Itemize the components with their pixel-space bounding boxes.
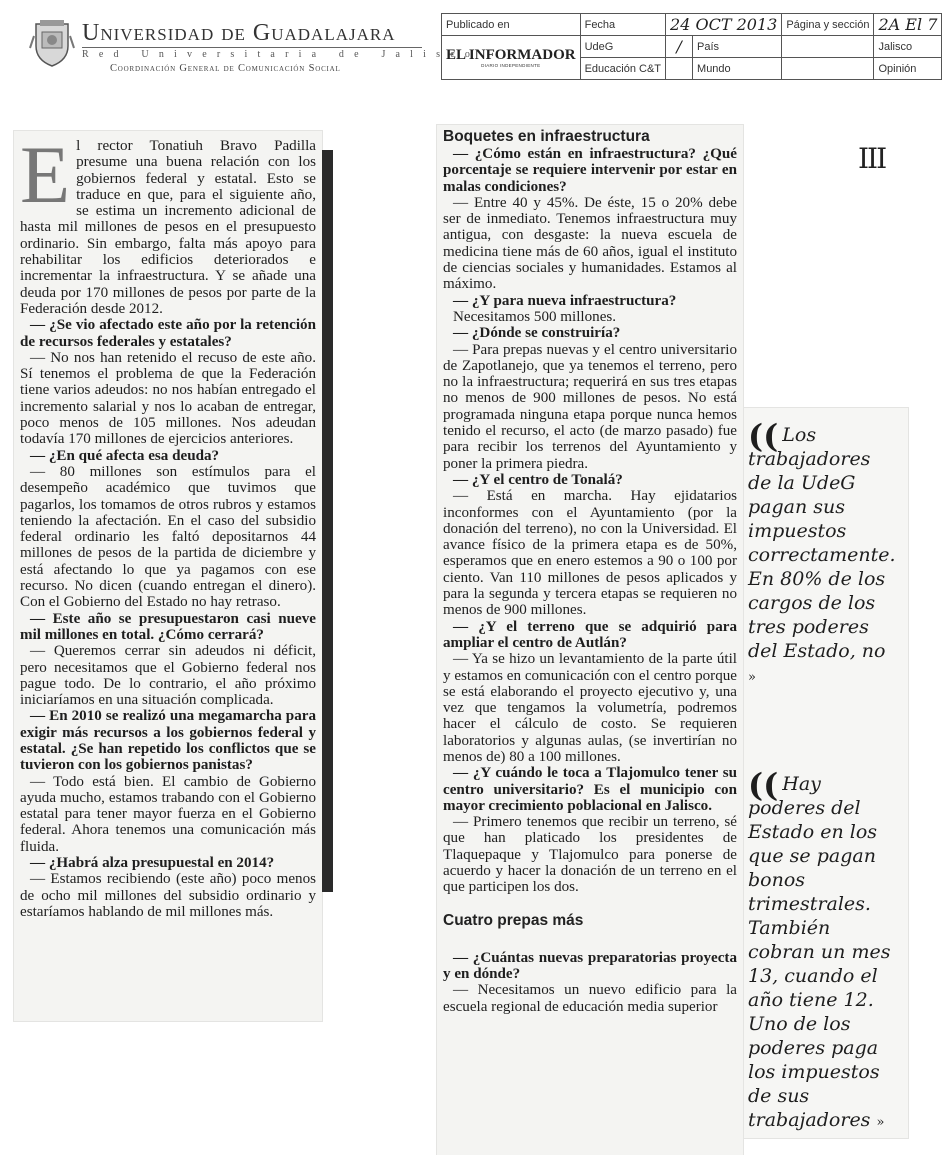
article-paragraph: — No nos han retenido el recuso de este año. Sí tenemos el problema de que la Federación tiene varios adeudos: no nos habían entregado el incremento salarial y nos lo acaban de entregar, poco menos de 105 millones. Nos adeudan todavía 170 millones de ejercicios anteriores. — [20, 349, 316, 448]
open-quote-icon: (( — [748, 417, 779, 455]
cell-udeg: UdeG — [580, 36, 665, 58]
university-crest-logo — [30, 18, 74, 68]
article-paragraph: — Necesitamos un nuevo edificio para la escuela regional de educación media superior — [443, 982, 737, 1015]
subhead-cuatro-prepas: Cuatro prepas más — [443, 911, 584, 929]
interview-question: — ¿Cómo están en infraestructura? ¿Qué porcentaje se requiere intervenir por estar en malas condiciones? — [443, 146, 737, 195]
cell-jalisco: Jalisco — [874, 36, 942, 58]
article-paragraph: — Está en marcha. Hay ejidatarios inconformes con el Ayuntamiento (por la donación del terreno), no con la Universidad. El avance físico de la primera etapa es de 50%, esperamos que en enero estemos a 90 o 100 por ciento. Van 110 millones de pesos aplicados y para la segunda y tercera etapas se requieren no menos de 900 millones. — [443, 488, 737, 619]
middle-block-2 — [443, 950, 737, 1015]
clipping-shadow-edge — [322, 150, 333, 892]
pull-quote-1-text: Los trabajadores de la UdeG pagan sus impuestos correctamente. En 80% de los cargos de los tres poderes del Estado, no — [748, 424, 896, 662]
left-paragraphs — [20, 129, 316, 920]
article-paragraph: — Queremos cerrar sin adeudos ni déficit, pero necesitamos que el Gobierno federal nos pague todo. De lo contrario, el año próximo iniciaríamos en una situación complicada. — [20, 643, 316, 709]
interview-question: — Este año se presupuestaron casi nueve mil millones en total. ¿Cómo cerrará? — [20, 610, 316, 643]
article-paragraph: — 80 millones son estímulos para el desempeño académico que tuvimos que pagarlos, los tomamos de otros rubros y estamos teniendo la afectación. En el caso del subsidio federal ordinario les faltó depositarnos 44 millones de pesos de la partida de diciembre y está afectando lo que ya pagamos con ese recurso. No dicen (cuando entregan el dinero). Con el Gobierno del Estado no hay retraso. — [20, 463, 316, 611]
cell-mundo: Mundo — [693, 58, 782, 80]
label-publicado: Publicado en — [442, 14, 581, 36]
interview-question: — ¿En qué afecta esa deuda? — [30, 447, 220, 464]
interview-question: — ¿Se vio afectado este año por la retención de recursos federales y estatales? — [20, 317, 316, 350]
mark-educacion — [666, 58, 693, 80]
article-paragraph: — Entre 40 y 45%. De éste, 15 o 20% debe ser de inmediato. Tenemos infraestructura muy antigua, con desgaste: la nueva escuela de medicina tiene más de 60 años, igual el instituto de ciencias sociales y humanidades. Estamos al máximo. — [443, 194, 737, 293]
university-network: Red Universitaria de Jalisco — [82, 49, 481, 60]
article-middle-column — [443, 128, 737, 1015]
subhead-infraestructura: Boquetes en infraestructura — [443, 128, 650, 145]
interview-question: — ¿Dónde se construiría? — [453, 325, 621, 342]
fecha-value: 24 OCT 2013 — [666, 14, 782, 36]
mark-pais — [782, 36, 874, 58]
interview-question: — ¿Cuántas nuevas preparatorias proyecta y en dónde? — [443, 949, 737, 982]
cell-opinion: Opinión — [874, 58, 942, 80]
article-paragraph: — Ya se hizo un levantamiento de la parte útil y estamos en comunicación con el centro porque se está elaborando el proyecto ejecutivo y, una vez que tengamos la volumetría, podremos hacer el cálculo de costo. Se requieren laboratorios y algunas aulas, (se invertirían no menos de) 80 a 100 millones. — [443, 651, 737, 765]
page-roman-numeral: III — [858, 142, 886, 175]
coordination-name: Coordinación General de Comunicación Social — [110, 63, 341, 74]
article-paragraph: — Estamos recibiendo (este año) poco menos de ocho mil millones del subsidio ordinario y estaríamos hablando de mil millones más. — [20, 871, 316, 920]
open-quote-icon: (( — [748, 766, 779, 804]
mark-udeg: / — [666, 36, 693, 58]
article-paragraph: — Todo está bien. El cambio de Gobierno ayuda mucho, estamos trabando con el Gobierno estatal para tener mayor fuerza en el Gobierno federal. Ahora tenemos una comunicación más fluida. — [20, 773, 316, 855]
interview-question: — ¿Y el terreno que se adquirió para ampliar el centro de Autlán? — [443, 618, 737, 651]
article-paragraph: — Primero tenemos que recibir un terreno, sé que han platicado los presidentes de Tlaquepaque y Tlajomulco para ponerse de acuerdo y hacer la donación de un terreno en el que participen los dos. — [443, 814, 737, 896]
cell-educacion: Educación C&T — [580, 58, 665, 80]
pull-quote-2-text: Hay poderes del Estado en los que se pagan bonos trimestrales. También cobran un mes 13, cuando el año tiene 12. Uno de los poderes paga los impuestos de sus trabajadores — [748, 773, 891, 1131]
interview-question: — ¿Y para nueva infraestructura? — [453, 292, 677, 309]
interview-question: — ¿Y el centro de Tonalá? — [453, 471, 623, 488]
middle-block-1 — [443, 146, 737, 896]
pull-quote-1 — [748, 417, 898, 690]
article-left-column — [20, 129, 316, 920]
publication-info-table — [441, 13, 942, 80]
label-fecha: Fecha — [580, 14, 665, 36]
interview-question: — ¿Y cuándo le toca a Tlajomulco tener su centro universitario? Es el municipio con mayor crecimiento poblacional en Jalisco. — [443, 765, 737, 814]
article-paragraph: l rector Tonatiuh Bravo Padilla presume una buena relación con los gobiernos federal y estatal. Esto se traduce en que, para el siguiente año, se estima un incremento adicional de hasta mil millones de pesos en el presupuesto ordinario. Sin embargo, falta más apoyo para rehabilitar los edificios deteriorados e incrementar la infraestructura. Y se añade una deuda por 170 millones de pesos por parte de la Federación desde 2012. — [20, 138, 316, 317]
publication-name: EL INFORMADOR DIARIO INDEPENDIENTE — [442, 36, 581, 80]
drop-cap: E — [20, 129, 71, 220]
mark-mundo — [782, 58, 874, 80]
close-quote-icon: » — [876, 1115, 885, 1130]
article-paragraph: — Para prepas nuevas y el centro universitario de Zapotlanejo, que ya tenemos el terreno, pero no la infraestructura; requerirá en sus tres etapas no menos de 900 millones de pesos. No está programada ninguna etapa porque nunca hemos tenido el recurso, el acto (de marzo pasado) fue para recibir los terrenos del Ayuntamiento y poner la primera piedra. — [443, 341, 737, 472]
close-quote-icon: » — [748, 670, 756, 685]
university-name: Universidad de Guadalajara — [82, 20, 396, 46]
pull-quote-2 — [748, 766, 898, 1135]
pagina-value: 2A El 7 — [874, 14, 942, 36]
header-rule — [82, 47, 422, 48]
label-pagina: Página y sección — [782, 14, 874, 36]
interview-question: — ¿Habrá alza presupuestal en 2014? — [30, 855, 275, 872]
article-paragraph: Necesitamos 500 millones. — [453, 308, 617, 325]
cell-pais: País — [693, 36, 782, 58]
interview-question: — En 2010 se realizó una megamarcha para exigir más recursos a los gobiernos federal y estatal. ¿Se han repetido los conflictos que se tuvieron con los gobiernos panistas? — [20, 708, 316, 774]
